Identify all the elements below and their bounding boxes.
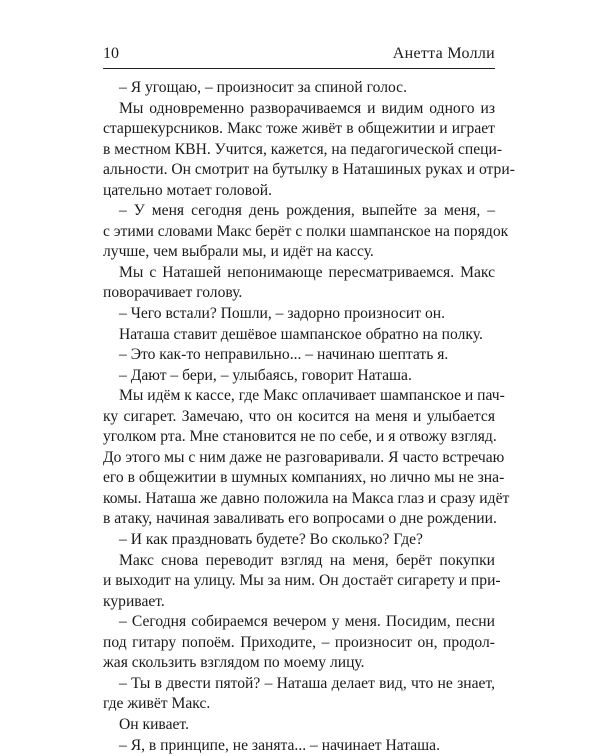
text-line: – И как праздновать будете? Во сколько? Где? [103, 530, 495, 551]
text-line: поворачивает голову. [103, 283, 495, 304]
text-line: в местном КВН. Учится, кажется, на педагогической специ- [103, 140, 495, 161]
text-line: жая скользить взглядом по моему лицу. [103, 653, 495, 674]
text-line: – Сегодня собираемся вечером у меня. Посидим, песни [103, 612, 495, 633]
text-line: куривает. [103, 592, 495, 613]
text-line: его в общежитии в шумных компаниях, но лично мы не зна- [103, 468, 495, 489]
text-line: Мы с Наташей непонимающе пересматриваемся. Макс [103, 263, 495, 284]
text-line: комы. Наташа же давно положила на Макса глаз и сразу идёт [103, 489, 495, 510]
text-line: лучше, чем выбрали мы, и идёт на кассу. [103, 242, 495, 263]
text-line: Мы идём к кассе, где Макс оплачивает шампанское и пач- [103, 386, 495, 407]
text-line: – Дают – бери, – улыбаясь, говорит Наташа. [103, 366, 495, 387]
text-line: – Ты в двести пятой? – Наташа делает вид, что не знает, [103, 674, 495, 695]
text-line: в атаку, начиная заваливать его вопросами о дне рождении. [103, 509, 495, 530]
text-line: – Чего встали? Пошли, – задорно произносит он. [103, 304, 495, 325]
page-number: 10 [103, 44, 119, 64]
text-line: – Я угощаю, – произносит за спиной голос. [103, 78, 495, 99]
text-line: Макс снова переводит взгляд на меня, берёт покупки [103, 551, 495, 572]
text-line: Он кивает. [103, 715, 495, 736]
body-text [103, 78, 495, 756]
text-line: с этими словами Макс берёт с полки шампанское на порядок [103, 222, 495, 243]
running-head: Анетта Молли [393, 44, 495, 64]
text-line: ку сигарет. Замечаю, что он косится на меня и улыбается [103, 407, 495, 428]
text-line: альности. Он смотрит на бутылку в Наташиных руках и отри- [103, 160, 495, 181]
text-line: До этого мы с ним даже не разговаривали. Я часто встречаю [103, 448, 495, 469]
text-line: Наташа ставит дешёвое шампанское обратно на полку. [103, 325, 495, 346]
text-line: цательно мотает головой. [103, 181, 495, 202]
text-line: старшекурсников. Макс тоже живёт в общежитии и играет [103, 119, 495, 140]
page-header [103, 44, 495, 64]
text-line: под гитару попоём. Приходите, – произносит он, продол- [103, 633, 495, 654]
text-line: и выходит на улицу. Мы за ним. Он достаёт сигарету и при- [103, 571, 495, 592]
text-line: – Это как-то неправильно... – начинаю шептать я. [103, 345, 495, 366]
text-line: где живёт Макс. [103, 694, 495, 715]
text-line: уголком рта. Мне становится не по себе, и я отвожу взгляд. [103, 427, 495, 448]
text-line: – У меня сегодня день рождения, выпейте за меня, – [103, 201, 495, 222]
text-line: Мы одновременно разворачиваемся и видим одного из [103, 99, 495, 120]
text-line: – Я, в принципе, не занята... – начинает Наташа. [103, 736, 495, 756]
header-rule [103, 68, 495, 69]
